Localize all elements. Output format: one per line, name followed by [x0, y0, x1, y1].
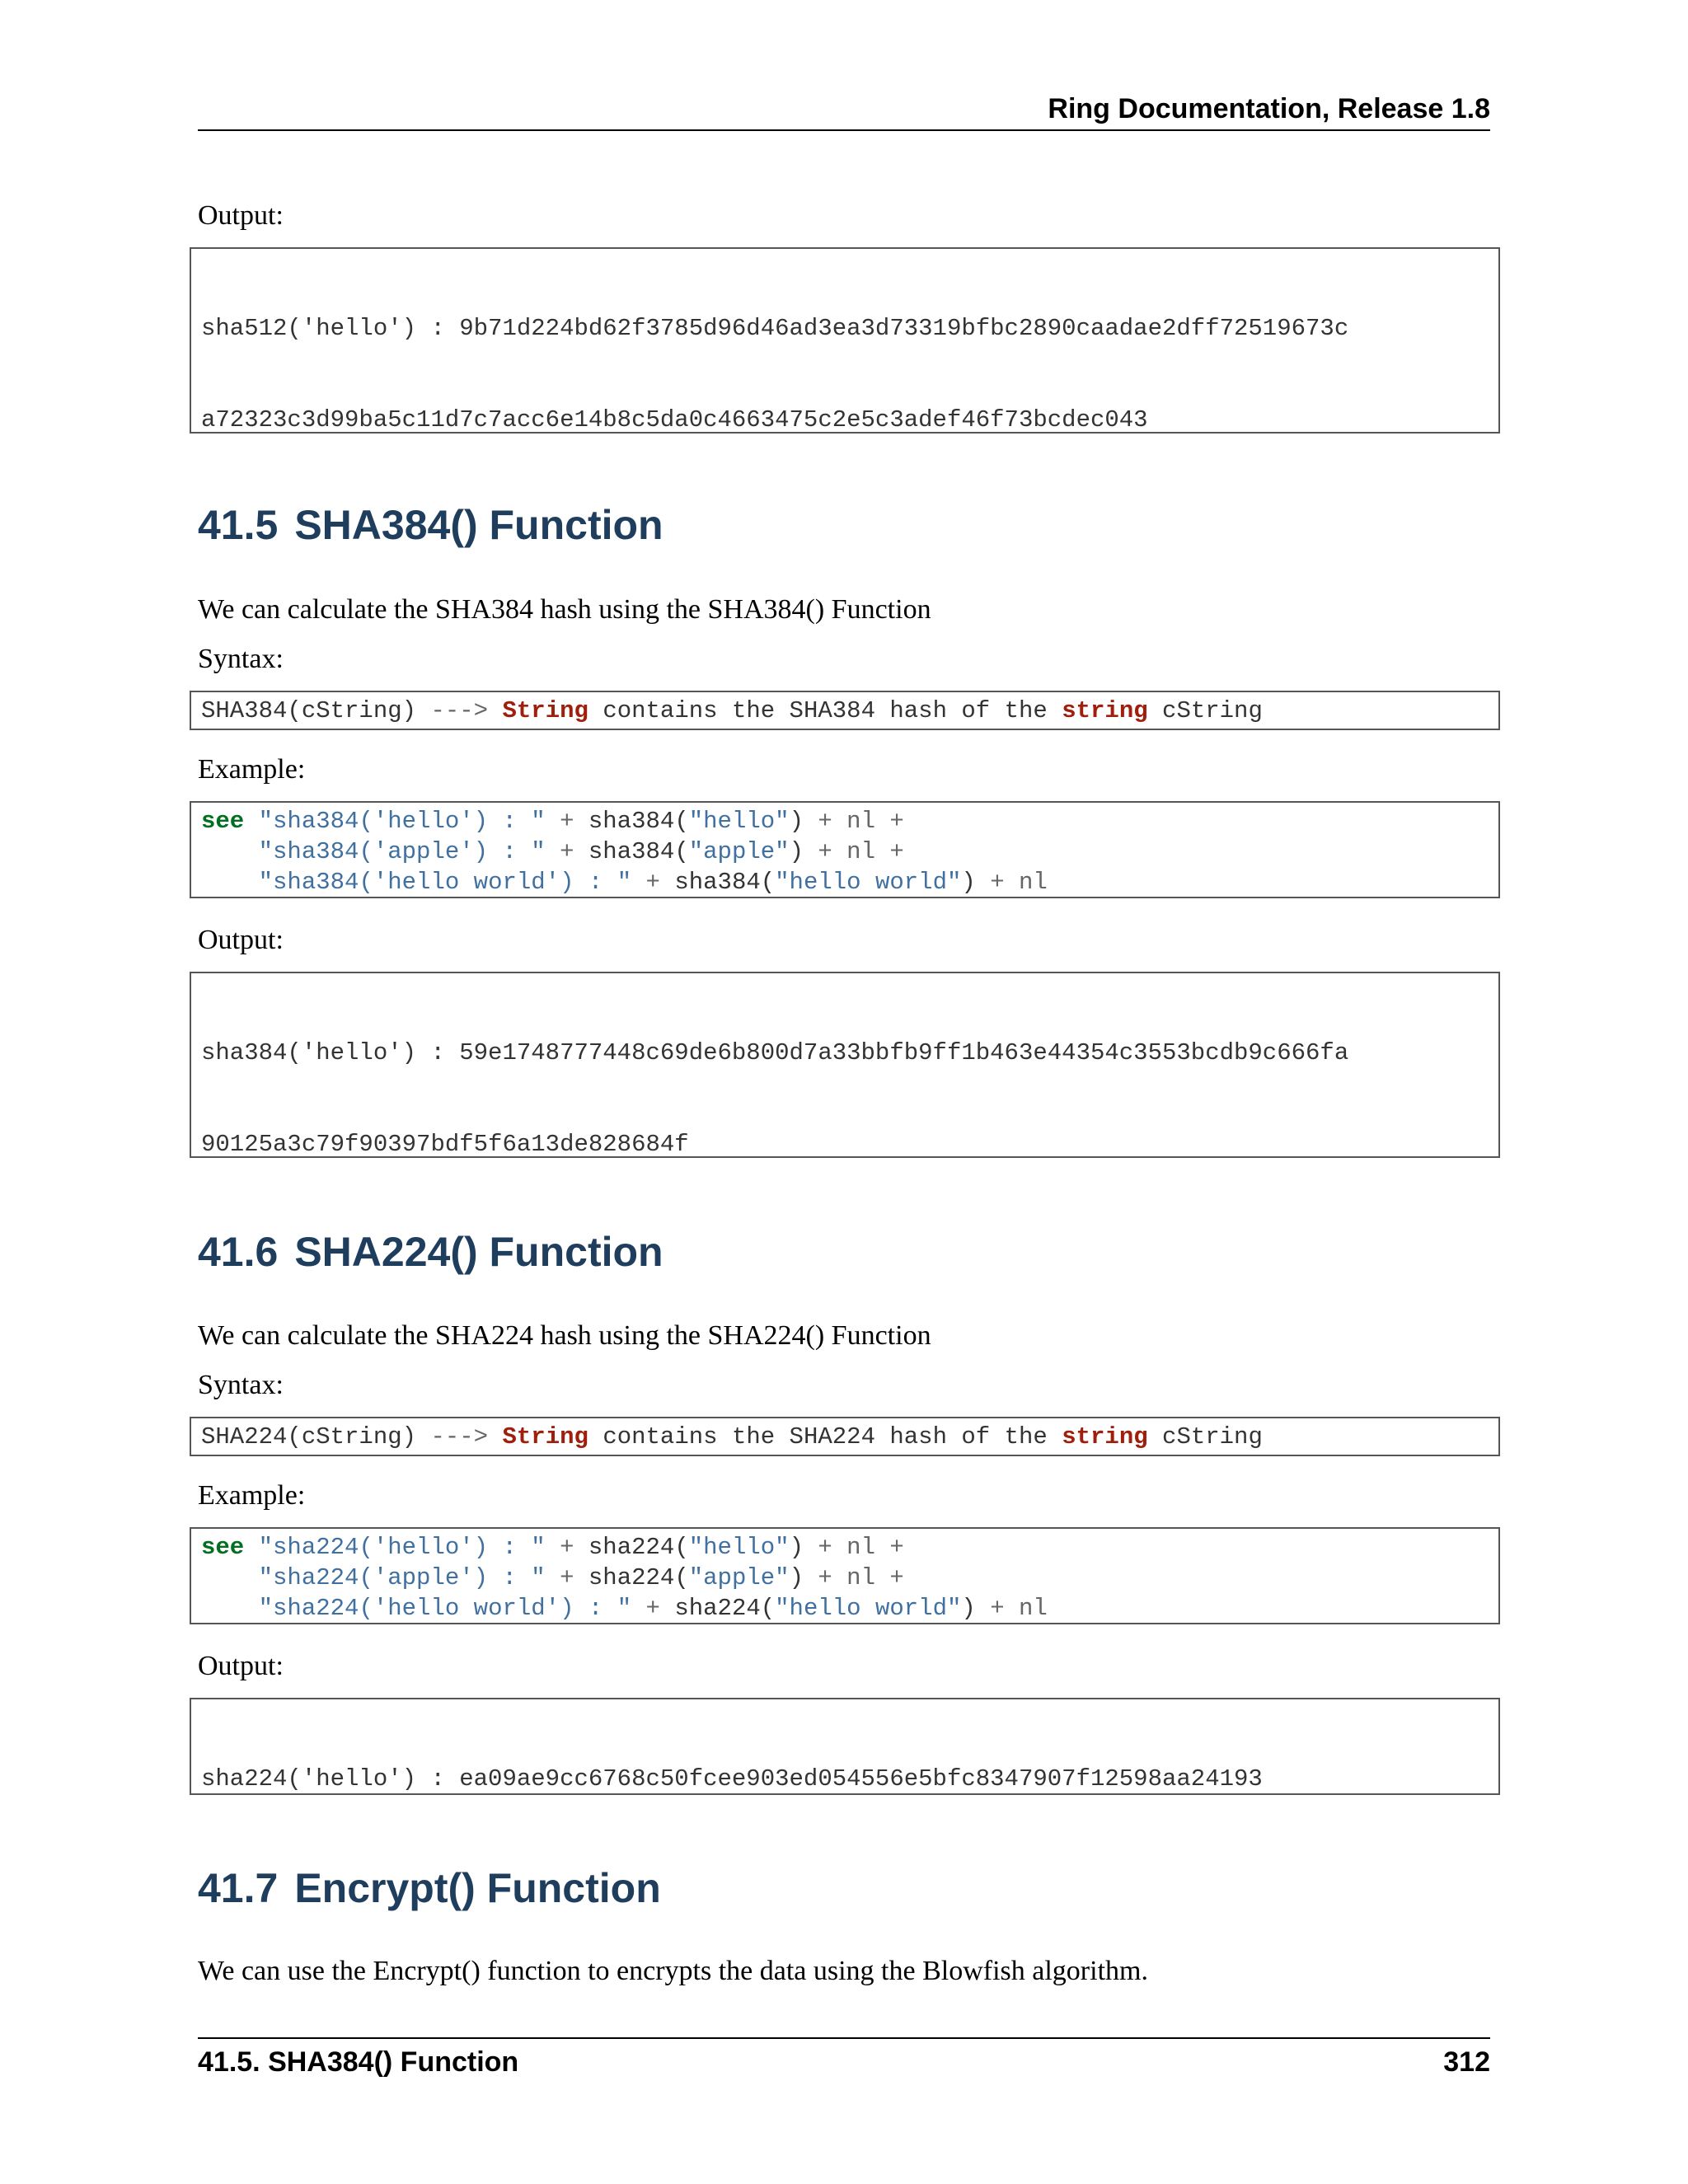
- example-label: Example:: [198, 754, 306, 785]
- section-intro: We can calculate the SHA384 hash using the SHA384() Function: [198, 594, 931, 625]
- syntax-label: Syntax:: [198, 644, 284, 674]
- code-argument: "hello": [688, 1534, 790, 1561]
- syntax-tail: cString: [1162, 697, 1263, 724]
- code-argument: "hello": [688, 808, 790, 835]
- code-operator: +: [560, 1534, 574, 1561]
- code-function: sha384(: [588, 808, 689, 835]
- code-line: [201, 1563, 1489, 1593]
- code-tail: + nl +: [818, 808, 904, 835]
- code-operator: +: [560, 838, 574, 865]
- section-intro: We can calculate the SHA224 hash using the SHA224() Function: [198, 1320, 931, 1351]
- page-number: 312: [1443, 2046, 1490, 2078]
- code-paren: ): [789, 808, 804, 835]
- syntax-line: [201, 696, 1489, 726]
- code-tail: + nl +: [818, 1564, 904, 1591]
- syntax-line: [201, 1422, 1489, 1452]
- section-heading-sha224: [198, 1228, 663, 1276]
- section-number: 41.6: [198, 1229, 279, 1275]
- section-heading-encrypt: [198, 1864, 661, 1912]
- code-string: "sha224('apple') : ": [258, 1564, 546, 1591]
- output-label: Output:: [198, 200, 284, 231]
- code-tail: + nl: [990, 869, 1048, 896]
- code-operator: +: [560, 808, 574, 835]
- code-function: sha224(: [588, 1534, 689, 1561]
- code-function: sha384(: [674, 869, 776, 896]
- syntax-signature: SHA384(cString): [201, 697, 417, 724]
- section-title-text: SHA384() Function: [294, 502, 663, 548]
- code-line: [201, 867, 1489, 898]
- syntax-type: String: [502, 697, 588, 724]
- code-function: sha224(: [674, 1595, 776, 1622]
- code-argument: "apple": [688, 1564, 790, 1591]
- syntax-middle: contains the SHA384 hash of the: [603, 697, 1048, 724]
- syntax-signature: SHA224(cString): [201, 1423, 417, 1451]
- section-title-text: SHA224() Function: [294, 1229, 663, 1275]
- running-header: Ring Documentation, Release 1.8: [1048, 93, 1490, 124]
- section-number: 41.7: [198, 1865, 279, 1911]
- header-rule: [198, 129, 1490, 131]
- sha384-syntax-block: [190, 691, 1500, 730]
- code-paren: ): [789, 838, 804, 865]
- output-line: sha384('hello') : 59e1748777448c69de6b800d7a33bbfb9ff1b463e44354c3553bcdb9c666fa: [201, 1039, 1349, 1066]
- code-paren: ): [961, 869, 976, 896]
- syntax-type: String: [502, 1423, 588, 1451]
- code-paren: ): [789, 1534, 804, 1561]
- footer-rule: [198, 2037, 1490, 2039]
- code-operator: +: [560, 1564, 574, 1591]
- output-label: Output:: [198, 925, 284, 955]
- section-heading-sha384: [198, 501, 663, 549]
- output-line: sha224('hello') : ea09ae9cc6768c50fcee903ed054556e5bfc8347907f12598aa24193: [201, 1765, 1263, 1793]
- code-function: sha224(: [588, 1564, 689, 1591]
- code-argument: "hello world": [775, 1595, 962, 1622]
- code-argument: "apple": [688, 838, 790, 865]
- syntax-label: Syntax:: [198, 1370, 284, 1400]
- sha224-output-block: [190, 1698, 1500, 1795]
- code-tail: + nl: [990, 1595, 1048, 1622]
- code-argument: "hello world": [775, 869, 962, 896]
- code-line: [201, 806, 1489, 837]
- code-operator: +: [645, 869, 660, 896]
- code-tail: + nl +: [818, 1534, 904, 1561]
- code-operator: +: [645, 1595, 660, 1622]
- section-title-text: Encrypt() Function: [294, 1865, 661, 1911]
- syntax-tail: cString: [1162, 1423, 1263, 1451]
- sha384-example-block: [190, 801, 1500, 898]
- code-keyword: see: [201, 808, 245, 835]
- example-label: Example:: [198, 1480, 306, 1511]
- footer-section-title: 41.5. SHA384() Function: [198, 2046, 519, 2078]
- code-tail: + nl +: [818, 838, 904, 865]
- code-paren: ): [961, 1595, 976, 1622]
- code-function: sha384(: [588, 838, 689, 865]
- sha224-example-block: [190, 1527, 1500, 1624]
- output-line: sha512('hello') : 9b71d224bd62f3785d96d46ad3ea3d73319bfbc2890caadae2dff72519673c: [201, 315, 1349, 342]
- sha224-syntax-block: [190, 1417, 1500, 1456]
- syntax-arrow: --->: [430, 697, 489, 724]
- code-keyword: see: [201, 1534, 245, 1561]
- section-intro: We can use the Encrypt() function to encrypts the data using the Blowfish algorithm.: [198, 1956, 1148, 1986]
- code-string: "sha384('apple') : ": [258, 838, 546, 865]
- code-line: [201, 837, 1489, 867]
- sha384-output-block: [190, 972, 1500, 1158]
- code-string: "sha384('hello world') : ": [258, 869, 632, 896]
- code-string: "sha384('hello') : ": [258, 808, 546, 835]
- syntax-middle: contains the SHA224 hash of the: [603, 1423, 1048, 1451]
- output-line: 90125a3c79f90397bdf5f6a13de828684f: [201, 1131, 689, 1158]
- output-label: Output:: [198, 1651, 284, 1681]
- code-line: [201, 1532, 1489, 1563]
- output-line: a72323c3d99ba5c11d7c7acc6e14b8c5da0c4663475c2e5c3adef46f73bcdec043: [201, 406, 1148, 434]
- section-number: 41.5: [198, 502, 279, 548]
- code-line: [201, 1593, 1489, 1624]
- code-paren: ): [789, 1564, 804, 1591]
- code-string: "sha224('hello') : ": [258, 1534, 546, 1561]
- syntax-type-2: string: [1062, 1423, 1148, 1451]
- code-string: "sha224('hello world') : ": [258, 1595, 632, 1622]
- syntax-type-2: string: [1062, 697, 1148, 724]
- sha512-output-block: [190, 247, 1500, 434]
- syntax-arrow: --->: [430, 1423, 489, 1451]
